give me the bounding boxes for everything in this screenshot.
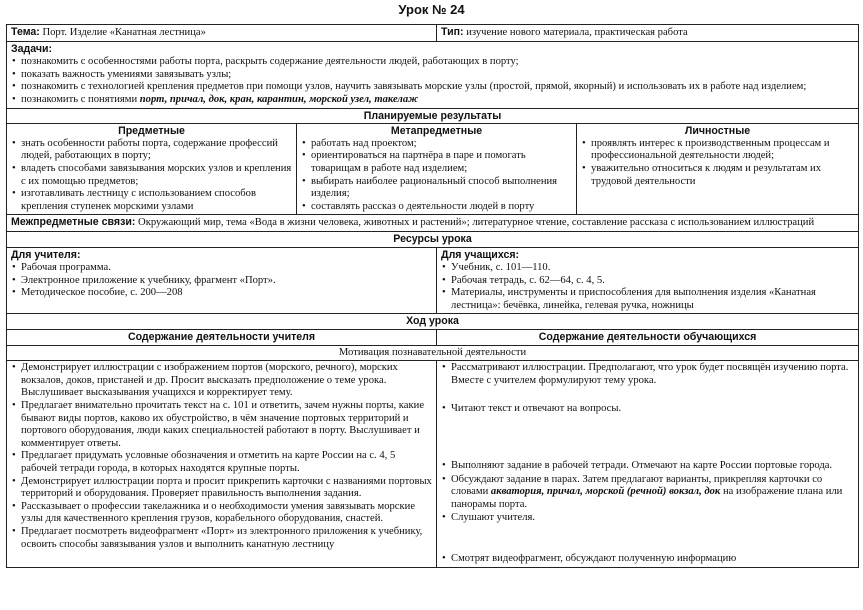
list-item: • познакомить с технологией крепления предметов при помощи узлов, научить завязывать морские узлы (простой, прямой, якорный) и использовать их в работе над изделием;	[11, 81, 854, 94]
list-item: • Рабочая тетрадь, с. 62—64, с. 4, 5.	[441, 275, 854, 288]
list-item	[441, 474, 854, 512]
interdisciplinary-label: Межпредметные связи:	[11, 216, 136, 229]
theme-label: Тема:	[11, 26, 40, 38]
list-item: • Читают текст и отвечают на вопросы.	[441, 403, 854, 416]
resources-header: Ресурсы урока	[7, 231, 859, 247]
list-item: • уважительно относиться к людям и результатам их трудовой деятельности	[581, 163, 854, 188]
stage-row	[7, 345, 859, 361]
type-value: изучение нового материала, практическая работа	[466, 27, 688, 38]
planned-header-row	[7, 108, 859, 124]
list-item: • проявлять интерес к производственным процессам и профессиональной деятельности людей;	[581, 138, 854, 163]
list-item: • Предлагает внимательно прочитать текст на с. 101 и ответить, зачем нужны порты, какие бывают виды портов, каково их обустройство, в чём значение портовых территорий и портового оборудования, люди каких специальностей работают в порту. Выслушивает и комментирует ответы.	[11, 400, 432, 450]
type-cell	[437, 25, 859, 42]
planned-personal-cell	[577, 124, 859, 215]
planned-meta-title: Метапредметные	[390, 125, 483, 138]
planned-row	[7, 124, 859, 215]
stage-title: Мотивация познавательной деятельности	[7, 345, 859, 361]
list-item: • выбирать наиболее рациональный способ выполнения изделия;	[301, 176, 572, 201]
student-pairs-prefix: Обсуждают задание в парах. Затем предлагают варианты, прикрепляя карточки со словами	[451, 473, 823, 498]
planned-header: Планируемые результаты	[7, 108, 859, 124]
tasks-row	[7, 41, 859, 108]
type-label: Тип:	[441, 26, 464, 38]
planned-personal-list	[581, 138, 854, 188]
list-item: • работать над проектом;	[301, 138, 572, 151]
planned-meta-cell	[297, 124, 577, 215]
course-teacher-column-header: Содержание деятельности учителя	[7, 330, 437, 346]
student-pairs-suffix: на изображение плана или панорамы порта.	[451, 486, 843, 510]
list-item: • Электронное приложение к учебнику, фрагмент «Порт».	[11, 275, 432, 288]
course-students-list	[441, 362, 854, 565]
course-header-row	[7, 314, 859, 330]
lesson-plan-table	[6, 24, 859, 568]
list-item: • показать важность умениями завязывать узлы;	[11, 69, 854, 82]
list-item: • Материалы, инструменты и приспособления для выполнения изделия «Канатная лестница»: бечёвка, линейка, гелевая ручка, ножницы	[441, 287, 854, 312]
course-header: Ход урока	[7, 314, 859, 330]
list-item	[11, 94, 854, 107]
list-item: • владеть способами завязывания морских узлов и крепления с их помощью предметов;	[11, 163, 292, 188]
resources-students-cell	[437, 247, 859, 314]
list-item: • составлять рассказ о деятельности людей в порту	[301, 201, 572, 214]
planned-personal-title: Личностные	[684, 125, 751, 138]
course-students-column-header: Содержание деятельности обучающихся	[437, 330, 859, 346]
planned-subject-cell	[7, 124, 297, 215]
list-item: • Выполняют задание в рабочей тетради. Отмечают на карте России портовые города.	[441, 460, 854, 473]
course-content-row	[7, 361, 859, 567]
list-item: • Демонстрирует иллюстрации порта и просит прикрепить карточки с названиями портовых территорий и оборудования. Проверяет правильность выполнения задания.	[11, 476, 432, 501]
course-teacher-cell	[7, 361, 437, 567]
list-item: • Демонстрирует иллюстрации с изображением портов (морского, речного), морских вокзалов, доков, пристаней и др. Просит высказать предположение о теме урока. Выслушивает высказывания учащихся и корректирует тему.	[11, 362, 432, 400]
resources-teacher-list	[11, 262, 432, 300]
course-students-cell	[437, 361, 859, 567]
student-pairs-terms: акватория, причал, морской (речной) вокзал, док	[490, 486, 721, 498]
theme-value: Порт. Изделие «Канатная лестница»	[42, 27, 206, 38]
course-teacher-list	[11, 362, 432, 551]
list-item: • Методическое пособие, с. 200—208	[11, 287, 432, 300]
list-item: • Смотрят видеофрагмент, обсуждают полученную информацию	[441, 553, 854, 566]
interdisciplinary-row	[7, 215, 859, 232]
list-item: • Учебник, с. 101—110.	[441, 262, 854, 275]
list-item: • Предлагает посмотреть видеофрагмент «Порт» из электронного приложения к учебнику, освоить способы завязывания узлов и выполнить канатную лестницу	[11, 526, 432, 551]
course-columns-row	[7, 330, 859, 346]
list-item: • познакомить с особенностями работы порта, раскрыть содержание деятельности людей, работающих в порту;	[11, 56, 854, 69]
tasks-list	[11, 56, 854, 106]
list-item: • Предлагает придумать условные обозначения и отметить на карте России на с. 4, 5 рабочей тетради города, в которых находятся крупные порты.	[11, 450, 432, 475]
interdisciplinary-cell	[7, 215, 859, 232]
resources-teacher-label: Для учителя:	[11, 248, 81, 261]
list-item: • Слушают учителя.	[441, 512, 854, 525]
planned-meta-list	[301, 138, 572, 214]
planned-subject-title: Предметные	[118, 125, 185, 138]
tasks-label: Задачи:	[11, 42, 53, 55]
interdisciplinary-value: Окружающий мир, тема «Вода в жизни человека, животных и растений»; литературное чтение, составление рассказа с использованием иллюстраций	[135, 217, 815, 229]
list-item: • знать особенности работы порта, содержание профессий людей, работающих в порту;	[11, 138, 292, 163]
list-item: • Рассматривают иллюстрации. Предполагают, что урок будет посвящён изучению порта. Вместе с учителем формулируют тему урока.	[441, 362, 854, 387]
resources-row	[7, 247, 859, 314]
planned-subject-list	[11, 138, 292, 214]
theme-row	[7, 25, 859, 42]
resources-students-label: Для учащихся:	[441, 248, 520, 261]
lesson-title: Урок № 24	[398, 2, 465, 17]
list-item: • Рассказывает о профессии такелажника и о необходимости умения завязывать морские узлы для качественного крепления грузов, корабельного оборудования, снастей.	[11, 501, 432, 526]
tasks-terms: порт, причал, док, кран, карантин, морской узел, такелаж	[139, 93, 419, 105]
list-item: • Рабочая программа.	[11, 262, 432, 275]
resources-students-list	[441, 262, 854, 312]
resources-teacher-cell	[7, 247, 437, 314]
resources-header-row	[7, 231, 859, 247]
list-item: • изготавливать лестницу с использованием способов крепления ступенек морскими узлами	[11, 188, 292, 213]
theme-cell	[7, 25, 437, 42]
list-item: • ориентироваться на партнёра в паре и помогать товарищам в работе над изделием;	[301, 150, 572, 175]
tasks-last-prefix: познакомить с понятиями	[21, 93, 140, 105]
tasks-cell	[7, 41, 859, 108]
